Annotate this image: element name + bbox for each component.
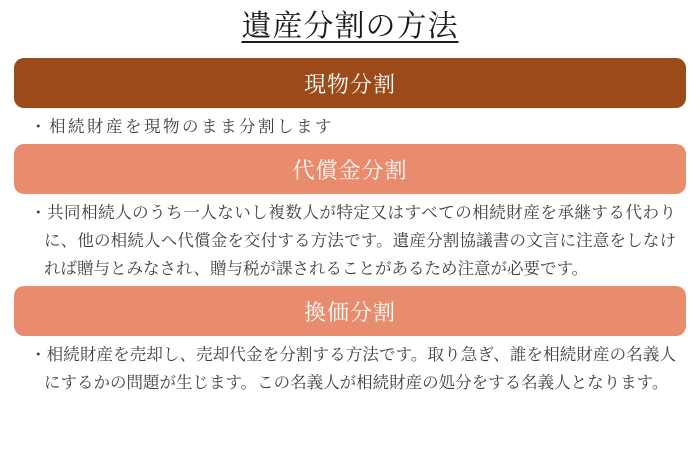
- section-kanka-bunkatsu: [0, 286, 700, 397]
- section-body-genbutsu: ・相続財産を現物のまま分割します: [30, 118, 334, 136]
- section-header-kanka: 換価分割: [14, 286, 686, 336]
- section-header-genbutsu: 現物分割: [14, 58, 686, 108]
- section-body-kanka: ・相続財産を売却し、売却代金を分割する方法です。取り急ぎ、誰を相続財産の名義人にするかの問題が生じます。この名義人が相続財産の処分をする名義人となります。: [30, 346, 676, 392]
- section-header-daishokin: 代償金分割: [14, 144, 686, 194]
- page-title: 遺産分割の方法: [241, 10, 459, 43]
- section-genbutsu-bunkatsu: [0, 58, 700, 141]
- section-daishokin-bunkatsu: [0, 144, 700, 283]
- section-body-daishokin: ・共同相続人のうち一人ないし複数人が特定又はすべての相続財産を承継する代わりに、他の相続人へ代償金を交付する方法です。遺産分割協議書の文言に注意をしなければ贈与とみなされ、贈与税が課されることがあるため注意が必要です。: [30, 204, 676, 278]
